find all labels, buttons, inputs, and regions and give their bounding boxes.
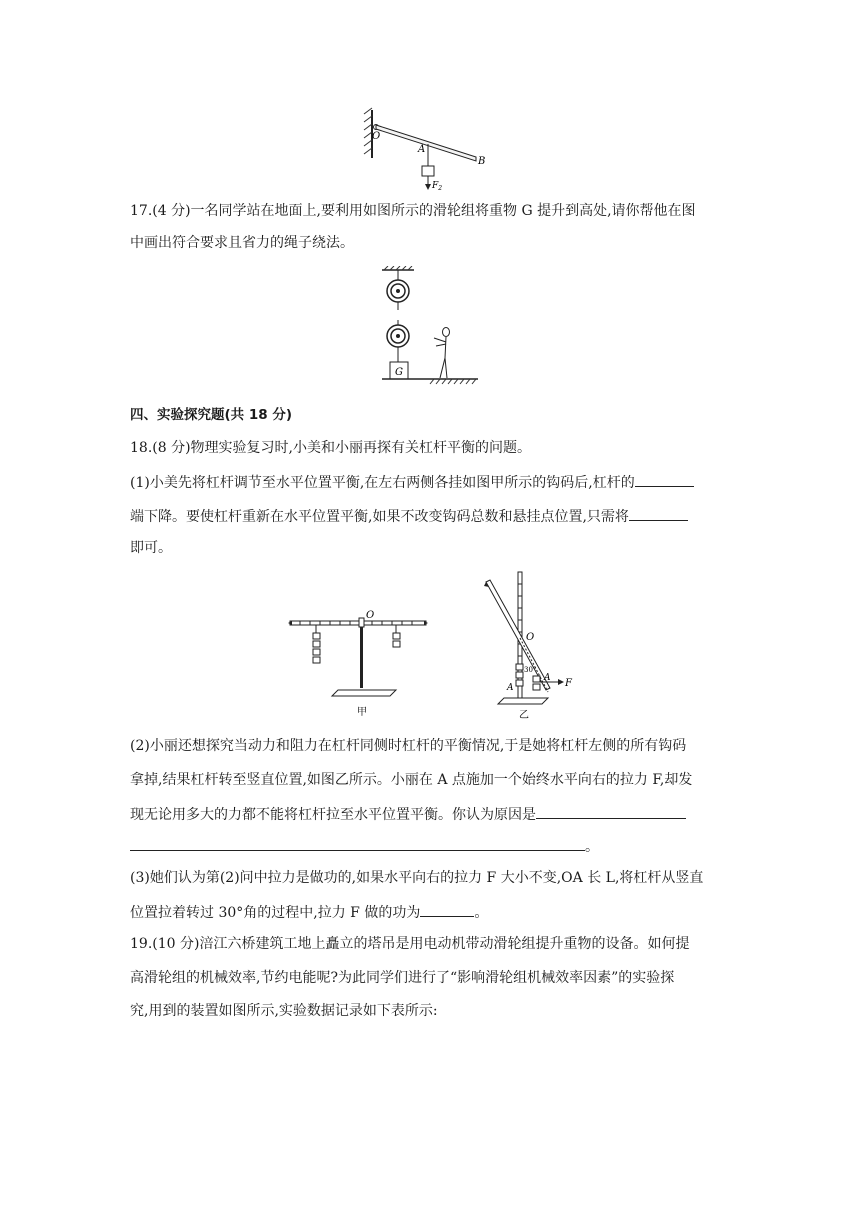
yi-label-f: F [565,678,572,689]
section-4-title: 四、实验探究题(共 18 分) [130,407,293,423]
label-f: $F_2$ [432,181,443,192]
q18-p1-line3: 即可。 [130,540,172,556]
answer-blank-2[interactable] [629,508,688,521]
pulley-figure [374,266,484,390]
label-a: A [418,144,426,155]
yi-label-o: O [526,632,535,643]
label-b: B [478,156,486,167]
q18-p1-line2: 端下降。要使杠杆重新在水平位置平衡,如果不改变钩码总数和悬挂点位置,只需将 [130,508,730,524]
q19-line1: 19.(10 分)涪江六桥建筑工地上矗立的塔吊是用电动机带动滑轮组提升重物的设备。如何提 [130,936,690,952]
q18-intro: 18.(8 分)物理实验复习时,小美和小丽再探有关杠杆平衡的问题。 [130,440,531,456]
lever-figure-yi [478,568,578,722]
answer-blank-1[interactable] [635,474,694,487]
q19-line2: 高滑轮组的机械效率,节约电能呢?为此同学们进行了“影响滑轮组机械效率因素”的实验探 [130,970,675,986]
q19-line3: 究,用到的装置如图所示,实验数据记录如下表所示: [130,1003,438,1019]
answer-blank-5[interactable] [420,904,474,917]
yi-label-a: A [544,673,551,683]
q18-p2-line3: 现无论用多大的力都不能将杠杆拉至水平位置平衡。你认为原因是 [130,806,730,822]
q18-p1-line1: (1)小美先将杠杆调节至水平位置平衡,在左右两侧各挂如图甲所示的钩码后,杠杆的 [130,474,730,490]
jia-label-o: O [366,610,375,621]
answer-blank-4[interactable] [130,838,585,851]
yi-label-a-prime: A [507,683,514,693]
label-o: O [372,131,381,142]
q17-line2: 中画出符合要求且省力的绳子绕法。 [130,235,354,251]
q18-p3-line2: 位置拉着转过 30°角的过程中,拉力 F 做的功为 。 [130,905,489,921]
answer-blank-3[interactable] [536,806,686,819]
q18-p2-line2: 拿掉,结果杠杆转至竖直位置,如图乙所示。小丽在 A 点施加一个始终水平向右的拉力 F,却发 [130,772,693,788]
q18-p3-line1: (3)她们认为第(2)问中拉力是做功的,如果水平向右的拉力 F 大小不变,OA 长 L,将杠杆从竖直 [130,870,704,886]
q18-p2-line1: (2)小丽还想探究当动力和阻力在杠杆同侧时杠杆的平衡情况,于是她将杠杆左侧的所有钩码 [130,738,687,754]
q17-line1: 17.(4 分)一名同学站在地面上,要利用如图所示的滑轮组将重物 G 提升到高处,请你帮他在图 [130,203,696,219]
yi-caption: 乙 [519,710,529,721]
lever-figure [360,106,500,192]
q18-p2-line4: 。 [130,838,730,854]
lever-figure-jia [286,608,436,720]
weight-g-label: G [395,367,403,378]
yi-angle-label: 30° [524,666,537,674]
jia-caption: 甲 [357,707,367,718]
